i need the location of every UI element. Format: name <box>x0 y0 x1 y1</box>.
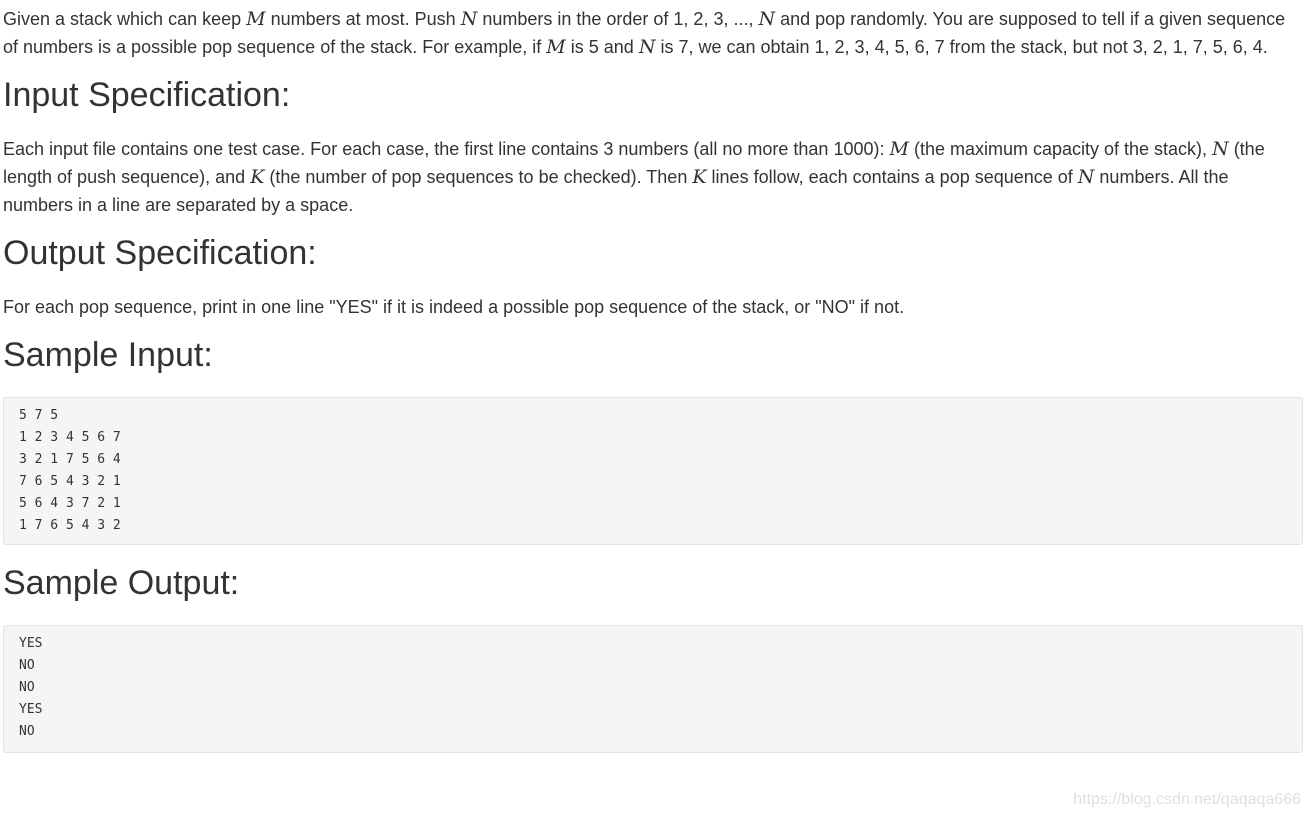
text-segment: Given a stack which can keep <box>3 9 247 29</box>
text-segment: (the length of push sequence), and <box>3 139 1265 187</box>
text-segment: (the maximum capacity of the stack), <box>908 139 1213 159</box>
output-specification-heading: Output Specification: <box>3 234 317 272</box>
sample-output-heading: Sample Output: <box>3 564 240 602</box>
math-variable: K <box>250 166 265 188</box>
problem-description <box>3 5 1303 61</box>
input-specification-text <box>3 135 1303 219</box>
text-segment: lines follow, each contains a pop sequence of <box>706 167 1078 187</box>
text-segment: numbers in the order of 1, 2, 3, ..., <box>477 9 759 29</box>
sample-output-code[interactable]: YES NO NO YES NO <box>3 625 1303 753</box>
math-variable: M <box>889 138 909 160</box>
text-segment: numbers at most. Push <box>265 9 461 29</box>
text-segment: is 5 and <box>565 37 639 57</box>
input-specification-heading: Input Specification: <box>3 76 291 114</box>
text-segment: (the number of pop sequences to be checked). Then <box>264 167 693 187</box>
text-segment: is 7, we can obtain 1, 2, 3, 4, 5, 6, 7 from the stack, but not 3, 2, 1, 7, 5, 6, 4. <box>655 37 1268 57</box>
sample-input-code[interactable]: 5 7 5 1 2 3 4 5 6 7 3 2 1 7 5 6 4 7 6 5 4 3 2 1 5 6 4 3 7 2 1 1 7 6 5 4 3 2 <box>3 397 1303 545</box>
text-segment: and pop randomly. You are supposed to tell if a given sequence of numbers is a possible pop sequence of the stack. For example, if <box>3 9 1286 57</box>
watermark: https://blog.csdn.net/qaqaqa666 <box>1073 791 1301 808</box>
text-segment: Each input file contains one test case. For each case, the first line contains 3 numbers (all no more than 1000): <box>3 139 890 159</box>
math-variable: N <box>1212 138 1229 160</box>
text-segment: numbers. All the numbers in a line are separated by a space. <box>3 167 1229 215</box>
math-variable: K <box>692 166 707 188</box>
math-variable: M <box>546 36 566 58</box>
math-variable: N <box>758 8 776 30</box>
output-specification-text: For each pop sequence, print in one line "YES" if it is indeed a possible pop sequence of the stack, or "NO" if not. <box>3 297 905 317</box>
sample-input-heading: Sample Input: <box>3 336 213 374</box>
math-variable: N <box>460 8 478 30</box>
problem-content <box>3 5 1303 753</box>
math-variable: N <box>1077 166 1095 188</box>
math-variable: M <box>246 8 266 30</box>
math-variable: N <box>638 36 656 58</box>
